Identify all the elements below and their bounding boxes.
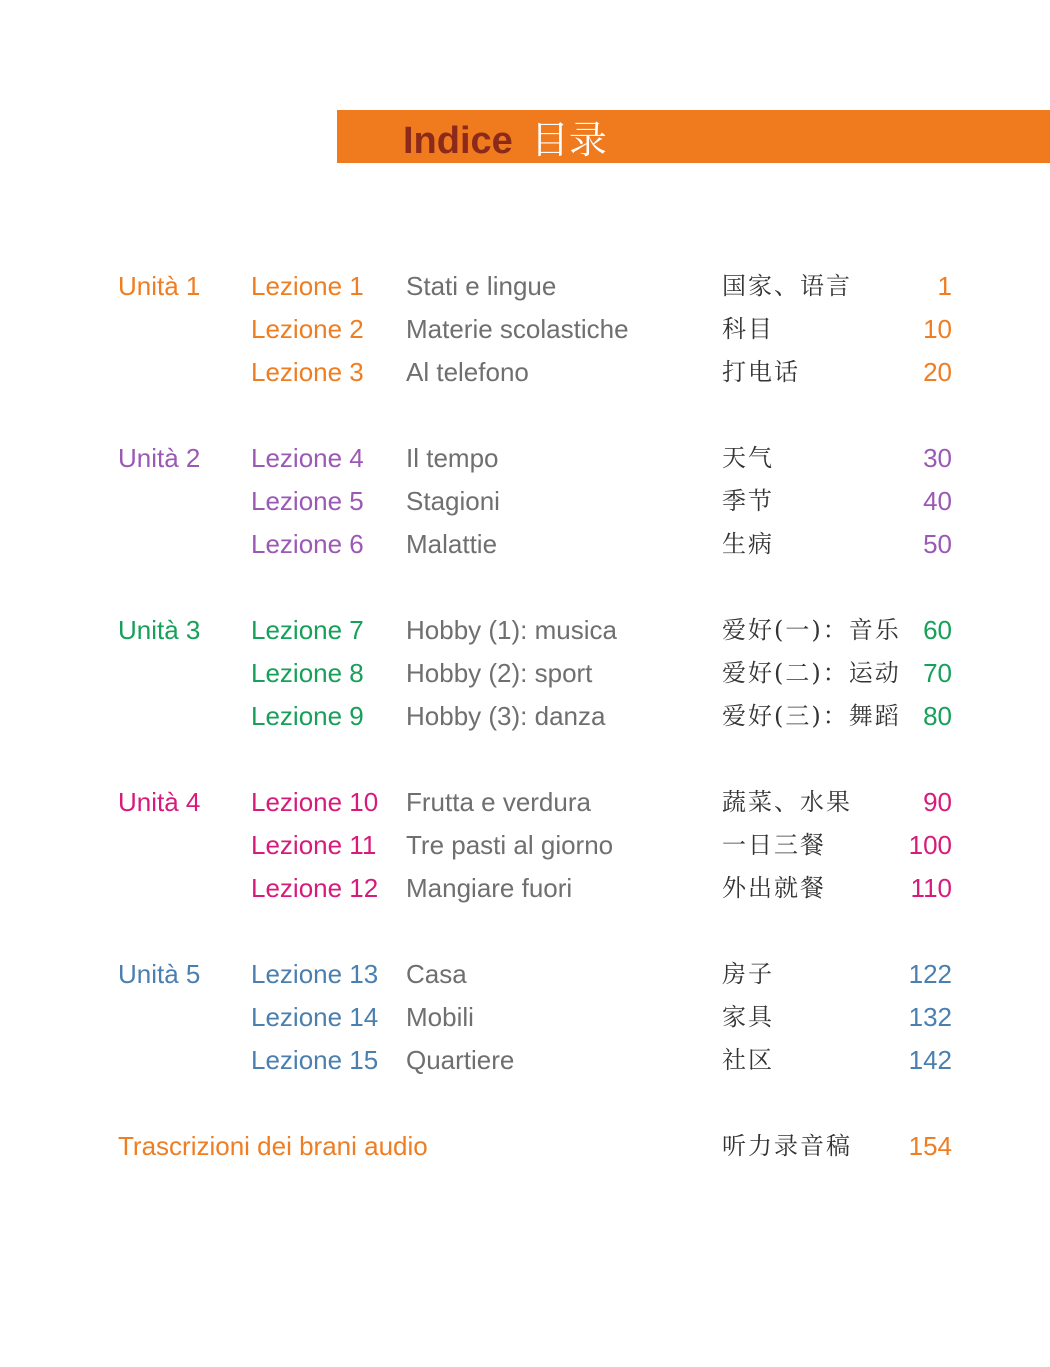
lesson-label: Lezione 15 <box>251 1045 379 1075</box>
lesson-label: Lezione 8 <box>251 658 364 688</box>
unit-label: Unità 2 <box>118 443 201 473</box>
page-title-italian: Indice <box>403 120 513 162</box>
lesson-label: Lezione 3 <box>251 357 364 387</box>
toc-row-lesson-3[interactable] <box>0 354 1050 390</box>
lesson-title: Stagioni <box>406 486 500 516</box>
lesson-label: Lezione 2 <box>251 314 364 344</box>
page-number: 132 <box>908 1002 952 1032</box>
page-number: 50 <box>923 529 952 559</box>
lesson-label: Lezione 12 <box>251 873 379 903</box>
toc-row-lesson-12[interactable] <box>0 870 1050 906</box>
unit-label: Unità 1 <box>118 271 201 301</box>
lesson-title: Hobby (2): sport <box>406 658 593 688</box>
lesson-title-chinese: 蔬菜、水果 <box>722 788 852 816</box>
lesson-title: Materie scolastiche <box>406 314 629 344</box>
page-number: 154 <box>908 1131 952 1161</box>
lesson-title-chinese: 一日三餐 <box>722 831 826 859</box>
lesson-title-chinese: 生病 <box>722 530 774 558</box>
lesson-title-chinese: 天气 <box>722 444 774 472</box>
lesson-label: Lezione 1 <box>251 271 364 301</box>
page-number: 60 <box>923 615 952 645</box>
lesson-title: Casa <box>406 959 467 989</box>
toc-row-lesson-13[interactable] <box>0 956 1050 992</box>
page-title <box>403 110 607 163</box>
lesson-title-chinese: 爱好(三)：舞蹈 <box>722 702 901 730</box>
lesson-title-chinese: 打电话 <box>722 358 800 386</box>
lesson-title: Mangiare fuori <box>406 873 573 903</box>
lesson-label: Lezione 7 <box>251 615 364 645</box>
unit-label: Unità 3 <box>118 615 201 645</box>
lesson-title: Mobili <box>406 1002 474 1032</box>
toc-row-lesson-10[interactable] <box>0 784 1050 820</box>
lesson-title-chinese: 爱好(二)：运动 <box>722 659 901 687</box>
page-number: 30 <box>923 443 952 473</box>
lesson-title-chinese: 科目 <box>722 315 774 343</box>
toc-row-lesson-1[interactable] <box>0 268 1050 304</box>
toc-row-lesson-5[interactable] <box>0 483 1050 519</box>
unit-label: Unità 4 <box>118 787 201 817</box>
lesson-title: Frutta e verdura <box>406 787 591 817</box>
lesson-title-chinese: 房子 <box>722 960 774 988</box>
page-number: 100 <box>908 830 952 860</box>
lesson-label: Lezione 10 <box>251 787 379 817</box>
header-bar <box>337 110 1050 163</box>
toc-row-lesson-9[interactable] <box>0 698 1050 734</box>
unit-label: Unità 5 <box>118 959 201 989</box>
toc-row-lesson-11[interactable] <box>0 827 1050 863</box>
lesson-title: Stati e lingue <box>406 271 557 301</box>
lesson-title-chinese: 爱好(一)：音乐 <box>722 616 901 644</box>
lesson-label: Lezione 14 <box>251 1002 379 1032</box>
page-number: 122 <box>908 959 952 989</box>
lesson-title-chinese: 家具 <box>722 1003 774 1031</box>
lesson-title: Il tempo <box>406 443 499 473</box>
lesson-label: Lezione 4 <box>251 443 364 473</box>
page-number: 70 <box>923 658 952 688</box>
toc-row-lesson-14[interactable] <box>0 999 1050 1035</box>
lesson-label: Lezione 11 <box>251 830 377 860</box>
page-number: 1 <box>937 271 952 301</box>
lesson-title: Malattie <box>406 529 498 559</box>
page-number: 110 <box>910 873 952 903</box>
lesson-title-chinese: 外出就餐 <box>722 874 826 902</box>
page-number: 90 <box>923 787 952 817</box>
toc-row-lesson-4[interactable] <box>0 440 1050 476</box>
toc-row-lesson-8[interactable] <box>0 655 1050 691</box>
lesson-label: Lezione 9 <box>251 701 364 731</box>
toc-row-lesson-2[interactable] <box>0 311 1050 347</box>
toc-row-lesson-15[interactable] <box>0 1042 1050 1078</box>
toc-row-audio-transcripts[interactable] <box>0 1128 1050 1164</box>
lesson-title: Al telefono <box>406 357 529 387</box>
toc-row-lesson-7[interactable] <box>0 612 1050 648</box>
page-number: 10 <box>923 314 952 344</box>
page-number: 20 <box>923 357 952 387</box>
page-number: 80 <box>923 701 952 731</box>
lesson-title: Quartiere <box>406 1045 515 1075</box>
lesson-title-chinese: 季节 <box>722 487 774 515</box>
page-title-chinese: 目录 <box>530 118 607 162</box>
lesson-label: Lezione 13 <box>251 959 379 989</box>
page-number: 142 <box>908 1045 952 1075</box>
page-number: 40 <box>923 486 952 516</box>
lesson-label: Lezione 6 <box>251 529 364 559</box>
audio-transcripts-label: Trascrizioni dei brani audio <box>118 1131 428 1161</box>
lesson-title-chinese: 社区 <box>722 1046 774 1074</box>
lesson-title: Hobby (3): danza <box>406 701 606 731</box>
toc-row-lesson-6[interactable] <box>0 526 1050 562</box>
lesson-title: Hobby (1): musica <box>406 615 617 645</box>
audio-transcripts-chinese: 听力录音稿 <box>722 1132 852 1160</box>
lesson-title: Tre pasti al giorno <box>406 830 614 860</box>
lesson-label: Lezione 5 <box>251 486 364 516</box>
lesson-title-chinese: 国家、语言 <box>722 272 852 300</box>
